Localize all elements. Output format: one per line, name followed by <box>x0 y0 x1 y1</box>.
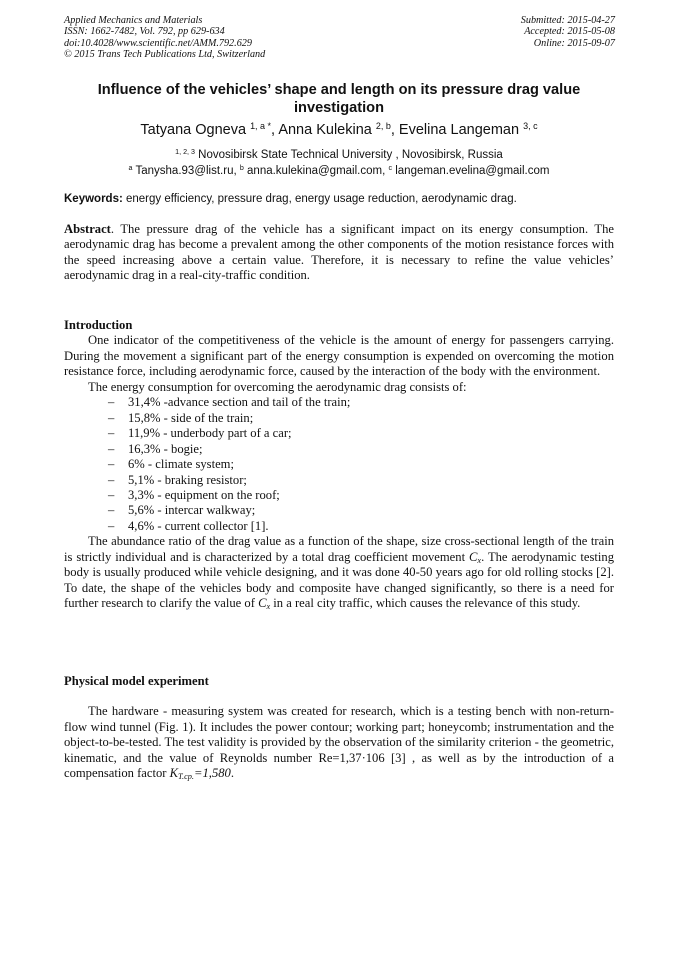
list-dash: – <box>108 472 115 487</box>
list-item-text: 4,6% - current collector [1]. <box>128 518 269 533</box>
list-dash: – <box>108 487 115 502</box>
submitted-date: Submitted: 2015-04-27 <box>520 15 615 26</box>
cx-subscript: x <box>477 555 482 565</box>
introduction-section <box>64 318 614 612</box>
accepted-date: Accepted: 2015-05-08 <box>524 26 615 38</box>
paragraph-text: . The aerodynamic testing body is usually produced while vehicle designing, and it was done 40-50 years ago for old rolling stocks [2]. To date, the shape of the vehicles body and composite have changed significantly, so there is a need for further research to clarify the value of <box>64 549 614 611</box>
email-marker: c <box>388 164 393 173</box>
introduction-paragraph-2: The energy consumption for overcoming the aerodynamic drag consists of: <box>88 379 467 394</box>
list-dash: – <box>108 395 115 410</box>
list-dash: – <box>108 410 115 425</box>
introduction-paragraph-3 <box>64 534 614 611</box>
list-item-text: 31,4% -advance section and tail of the train; <box>128 395 351 410</box>
list-item-text: 5,6% - intercar walkway; <box>128 503 256 518</box>
email-list <box>64 164 614 178</box>
cx-main: C <box>258 596 267 611</box>
journal-header <box>64 15 265 61</box>
list-item <box>64 503 614 518</box>
email: anna.kulekina@gmail.com, <box>247 165 389 177</box>
list-item <box>64 519 614 534</box>
section-spacer <box>64 689 614 704</box>
cx-symbol <box>258 596 270 610</box>
list-item-text: 11,9% - underbody part of a car; <box>128 426 292 441</box>
compensation-factor <box>170 766 231 780</box>
copyright: © 2015 Trans Tech Publications Ltd, Switzerland <box>64 49 266 61</box>
list-item <box>64 473 614 488</box>
author-list: Tatyana Ogneva $^{1, a *}$, Anna Kulekina $^{2, b}$, Evelina Langeman $^{3, c}$ <box>140 121 538 138</box>
cx-main: C <box>469 549 478 564</box>
list-item-text: 15,8% - side of the train; <box>128 410 254 425</box>
list-item <box>64 426 614 441</box>
online-date: Online: 2015-09-07 <box>533 37 615 49</box>
physical-paragraph-1 <box>64 704 614 781</box>
email: Tanysha.93@list.ru, <box>135 165 240 177</box>
list-item <box>64 442 614 457</box>
physical-model-section <box>64 674 614 782</box>
author-name: Anna Kulekina <box>278 122 372 138</box>
drag-components-list <box>64 395 614 534</box>
list-item-text: 6% - climate system; <box>128 457 234 472</box>
author-marker: 2, b <box>375 121 391 132</box>
keywords-label: Keywords: <box>64 193 123 205</box>
paragraph-text: . <box>230 766 234 781</box>
author-marker: 3, c <box>523 121 538 132</box>
abstract <box>64 222 614 284</box>
k-main: K <box>169 766 179 781</box>
introduction-paragraph-1: One indicator of the competitiveness of the vehicle is the amount of energy for passengers carrying. During the movement a significant part of the energy consumption is expended on overcoming the motion resistance force, including aerodynamic force, caused by the interaction of the body with the environment. <box>64 333 614 379</box>
cx-symbol <box>469 550 481 564</box>
email: langeman.evelina@gmail.com <box>395 165 550 177</box>
doi: doi:10.4028/www.scientific.net/AMM.792.629 <box>64 37 252 49</box>
paragraph-text: in a real city traffic, which causes the relevance of this study. <box>270 596 581 611</box>
journal-name: Applied Mechanics and Materials <box>64 15 203 26</box>
list-item <box>64 395 614 410</box>
keywords <box>64 192 614 206</box>
paragraph-text: The abundance ratio of the drag value as a function of the shape, size cross-sectional length of the train is strictly individual and is characterized by a total drag coefficient movement <box>64 534 614 564</box>
dates-header <box>521 15 615 49</box>
author-marker: 1, a * <box>250 121 272 132</box>
affiliation-text: Novosibirsk State Technical University , Novosibirsk, Russia <box>198 149 503 161</box>
keywords-text: energy efficiency, pressure drag, energy usage reduction, aerodynamic drag. <box>122 193 517 205</box>
list-dash: – <box>108 457 115 472</box>
email-marker: a <box>128 164 133 173</box>
k-subscript: T.cp. <box>178 772 194 782</box>
list-dash: – <box>108 503 115 518</box>
list-item <box>64 411 614 426</box>
list-dash: – <box>108 518 115 533</box>
affiliation-marker: 1, 2, 3 <box>175 148 195 157</box>
author-name: Evelina Langeman <box>398 122 520 138</box>
paragraph-text: The hardware - measuring system was created for research, which is a testing bench with non-return-flow wind tunnel (Fig. 1). It includes the power contour; working part; honeycomb; instrumentation and the object-to-be-tested. The test validity is provided by the observation of the similarity criterion - the geometric, kinematic, and the value of Reynolds number Re=1,37·106 [3] , as well as by the introduction of a compensation factor <box>64 704 614 781</box>
abstract-text: . The pressure drag of the vehicle has a significant impact on its energy consumption. The aerodynamic drag has become a prevalent among the other components of the motion resistance forces with the speed increasing above a certain value. Therefore, it is necessary to refine the value vehicles’ aerodynamic drag in a real-city-traffic condition. <box>64 222 614 283</box>
list-dash: – <box>108 426 115 441</box>
list-dash: – <box>108 441 115 456</box>
abstract-label: Abstract <box>64 222 111 236</box>
list-item <box>64 457 614 472</box>
physical-heading: Physical model experiment <box>64 674 209 688</box>
affiliation <box>64 148 614 162</box>
issn: ISSN: 1662-7482, Vol. 792, pp 629-634 <box>64 26 225 38</box>
list-item-text: 5,1% - braking resistor; <box>128 472 247 487</box>
paper-title: Influence of the vehicles’ shape and length on its pressure drag value investigation <box>97 82 581 116</box>
list-item-text: 3,3% - equipment on the roof; <box>128 487 280 502</box>
list-item <box>64 488 614 503</box>
cx-subscript: x <box>266 602 271 612</box>
k-value: =1,580 <box>194 766 231 781</box>
author-name: Tatyana Ogneva <box>140 122 247 138</box>
introduction-heading: Introduction <box>64 318 133 332</box>
email-marker: b <box>239 164 244 173</box>
list-item-text: 16,3% - bogie; <box>128 441 203 456</box>
